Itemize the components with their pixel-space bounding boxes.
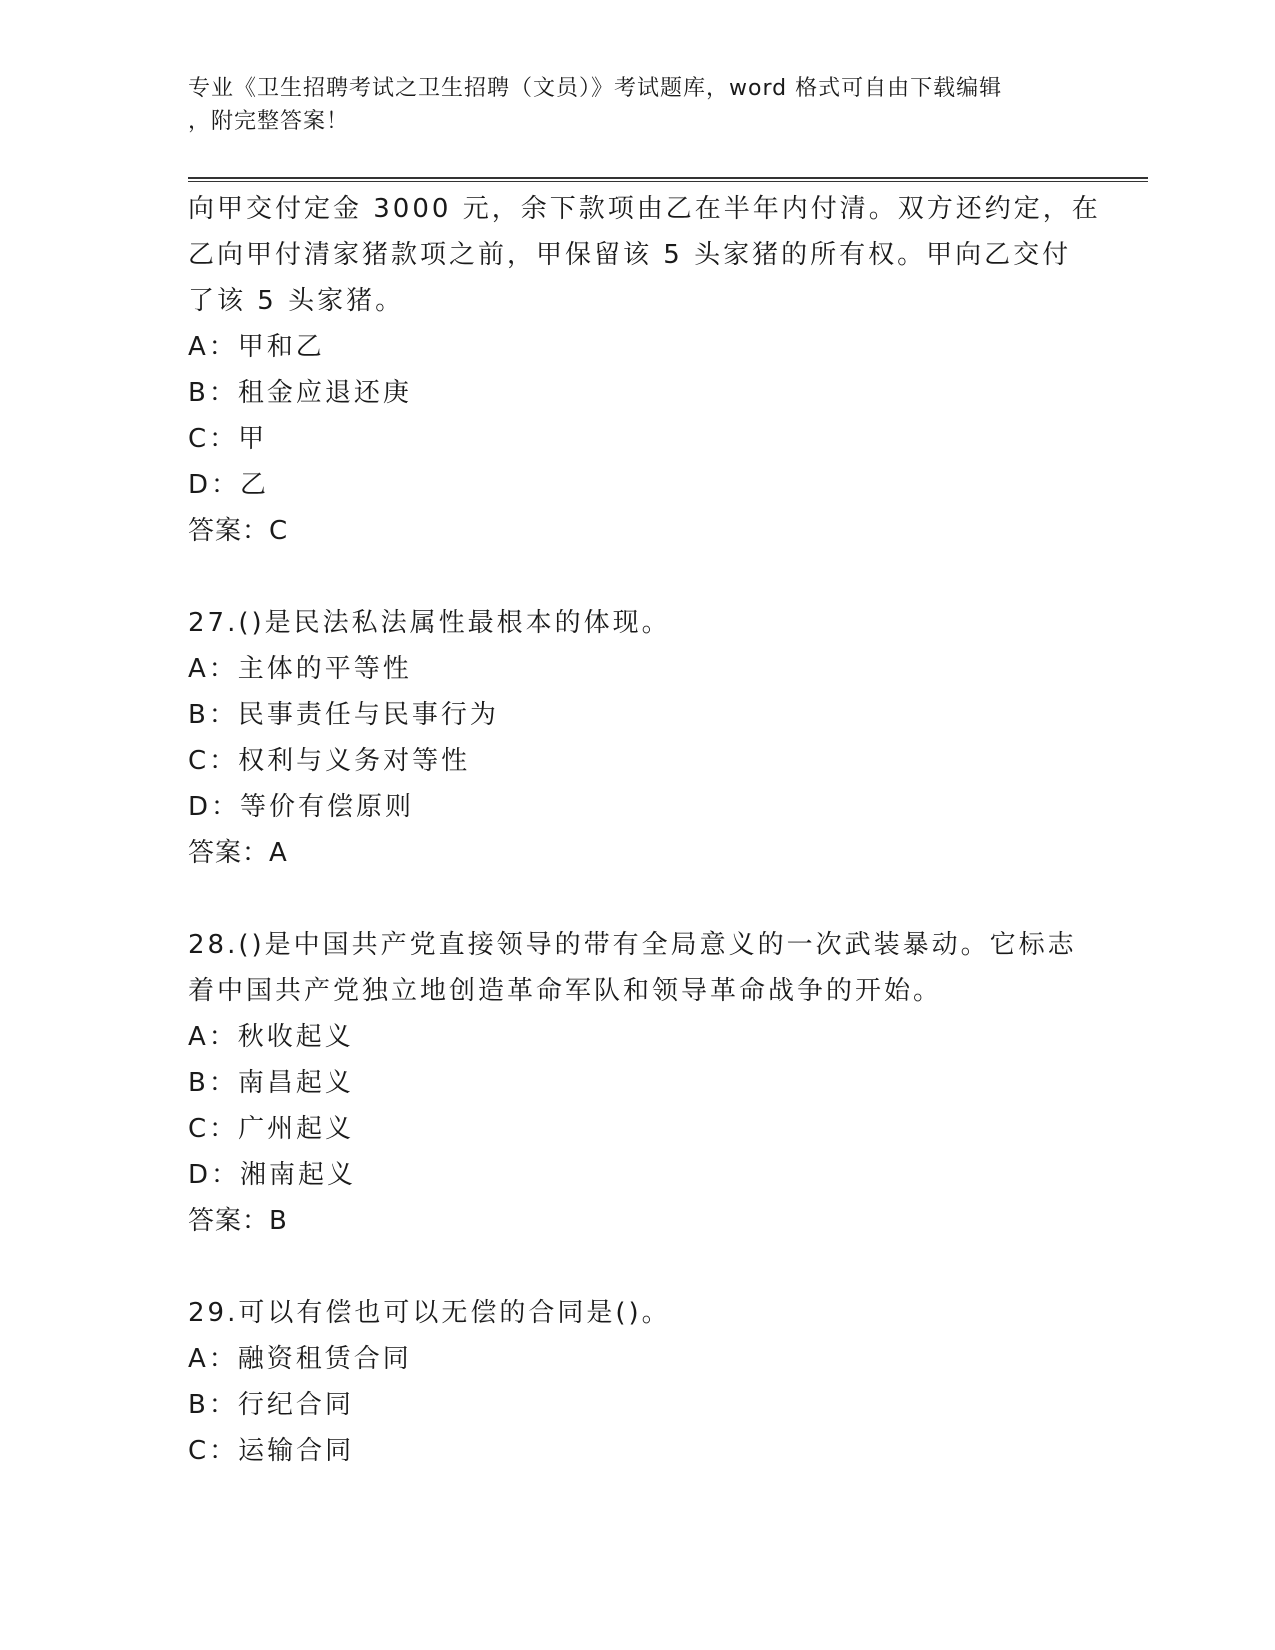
page-header (188, 72, 1068, 138)
option-b: B：行纪合同 (188, 1390, 354, 1420)
document-body (188, 186, 1101, 1474)
question-27 (188, 600, 1088, 876)
option-b: B：租金应退还庚 (188, 378, 412, 408)
answer-line: 答案：A (188, 838, 288, 868)
question-28 (188, 922, 1088, 1244)
option-d: D：乙 (188, 470, 270, 500)
question-stem-line: 27.()是民法私法属性最根本的体现。 (188, 608, 671, 638)
spacer (188, 1244, 1088, 1290)
header-divider (188, 177, 1148, 182)
answer-line: 答案：B (188, 1206, 288, 1236)
option-b: B：民事责任与民事行为 (188, 700, 499, 730)
option-a: A：融资租赁合同 (188, 1344, 412, 1374)
question-stem-line: 向甲交付定金 3000 元，余下款项由乙在半年内付清。双方还约定，在 (188, 194, 1101, 224)
option-c: C：广州起义 (188, 1114, 355, 1144)
question-stem-line: 着中国共产党独立地创造革命军队和领导革命战争的开始。 (188, 976, 943, 1006)
option-c: C：权利与义务对等性 (188, 746, 471, 776)
question-stem-line: 29.可以有偿也可以无偿的合同是()。 (188, 1298, 671, 1328)
option-a: A：甲和乙 (188, 332, 325, 362)
question-26-continued (188, 186, 1101, 554)
header-title-line-2: ，附完整答案！ (188, 109, 350, 134)
option-c: C：甲 (188, 424, 268, 454)
spacer (188, 876, 1088, 922)
option-a: A：秋收起义 (188, 1022, 354, 1052)
question-29 (188, 1290, 1088, 1474)
option-b: B：南昌起义 (188, 1068, 354, 1098)
answer-line: 答案：C (188, 516, 289, 546)
option-d: D：湘南起义 (188, 1160, 357, 1190)
option-c: C：运输合同 (188, 1436, 355, 1466)
question-stem-line: 了该 5 头家猪。 (188, 286, 405, 316)
question-stem-line: 28.()是中国共产党直接领导的带有全局意义的一次武装暴动。它标志 (188, 930, 1077, 960)
spacer (188, 554, 1088, 600)
option-a: A：主体的平等性 (188, 654, 412, 684)
question-stem-line: 乙向甲付清家猪款项之前，甲保留该 5 头家猪的所有权。甲向乙交付 (188, 240, 1072, 270)
header-title-line-1: 专业《卫生招聘考试之卫生招聘（文员）》考试题库，word 格式可自由下载编辑 (188, 76, 1003, 101)
option-d: D：等价有偿原则 (188, 792, 415, 822)
